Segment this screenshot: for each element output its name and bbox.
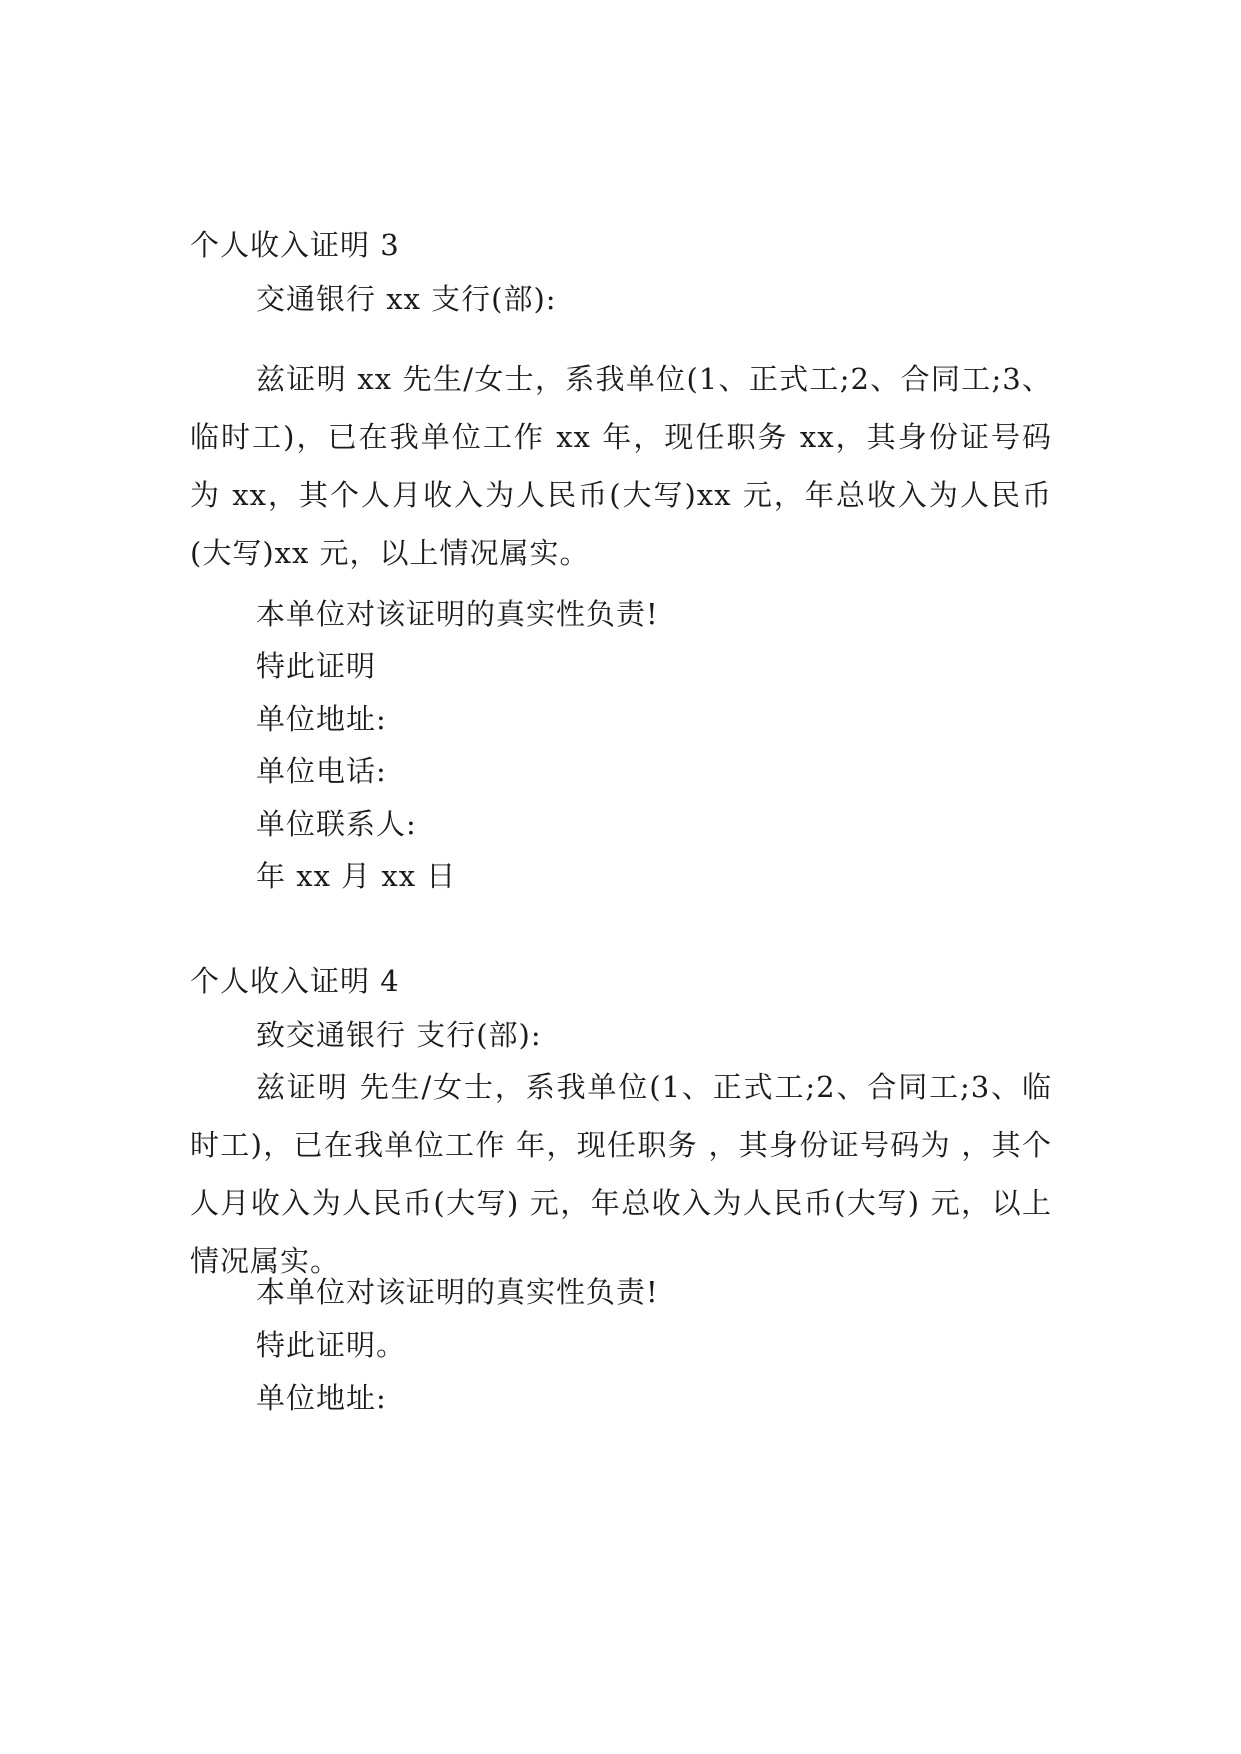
section-4-responsibility: 本单位对该证明的真实性负责! bbox=[256, 1275, 659, 1309]
section-3-phone: 单位电话: bbox=[256, 754, 387, 788]
section-4-salutation: 致交通银行 支行(部): bbox=[256, 1018, 542, 1052]
section-4-closing: 特此证明。 bbox=[256, 1328, 407, 1362]
section-3-salutation: 交通银行 xx 支行(部): bbox=[256, 282, 557, 316]
section-4-body: 兹证明 先生/女士，系我单位(1、正式工;2、合同工;3、临时工)，已在我单位工作 年，现任职务 ，其身份证号码为 ，其个人月收入为人民币(大写) 元，年总收入为人民币(大写) 元，以上情况属实。 bbox=[190, 1070, 1052, 1278]
section-3-date: 年 xx 月 xx 日 bbox=[256, 859, 457, 893]
section-4-heading: 个人收入证明 4 bbox=[190, 964, 400, 998]
section-4-address: 单位地址: bbox=[256, 1381, 387, 1415]
section-3-responsibility: 本单位对该证明的真实性负责! bbox=[256, 597, 659, 631]
section-3-heading: 个人收入证明 3 bbox=[190, 228, 400, 262]
section-3-body: 兹证明 xx 先生/女士，系我单位(1、正式工;2、合同工;3、临时工)，已在我单位工作 xx 年，现任职务 xx，其身份证号码为 xx，其个人月收入为人民币(大写)xx 元，年总收入为人民币(大写)xx 元，以上情况属实。 bbox=[190, 362, 1052, 570]
section-3-contact: 单位联系人: bbox=[256, 807, 417, 841]
document-page bbox=[190, 0, 1052, 1754]
section-3-closing: 特此证明 bbox=[256, 649, 377, 683]
section-3-address: 单位地址: bbox=[256, 702, 387, 736]
